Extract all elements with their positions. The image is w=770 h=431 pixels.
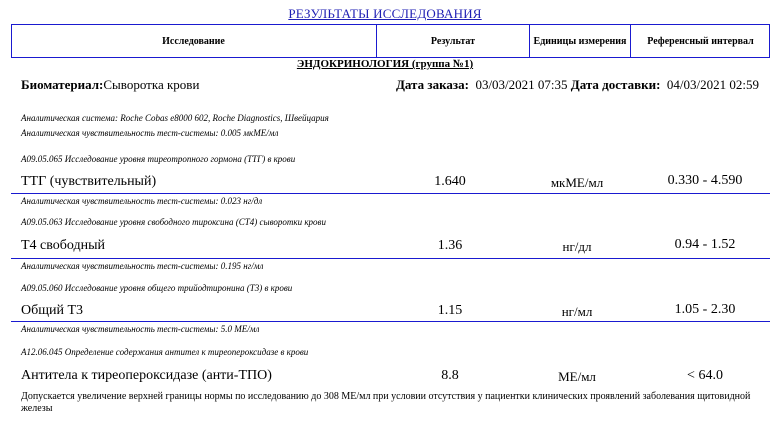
biomaterial [21, 77, 199, 93]
test-result: 8.8 [441, 368, 459, 383]
order-date-value: 03/03/2021 07:35 [475, 77, 568, 92]
test-name: Т4 свободный [21, 238, 106, 253]
test-result: 1.640 [434, 174, 466, 189]
biomaterial-label: Биоматериал: [21, 77, 104, 92]
row-separator [11, 193, 770, 194]
test-result: 1.36 [437, 238, 463, 253]
test-code: A09.05.063 Исследование уровня свободного тироксина (СТ4) сыворотки крови [21, 217, 326, 227]
test-name: ТТГ (чувствительный) [21, 174, 157, 189]
test-code: A09.05.065 Исследование уровня тиреотропного гормона (ТТГ) в крови [21, 154, 296, 164]
test-sensitivity: Аналитическая чувствительность тест-системы: 0.005 мкМЕ/мл [21, 128, 279, 138]
test-name: Антитела к тиреопероксидазе (анти-ТПО) [21, 368, 272, 383]
test-code: A12.06.045 Определение содержания антител к тиреопероксидазе в крови [21, 347, 309, 357]
biomaterial-value: Сыворотка крови [103, 77, 200, 92]
analytic-system: Аналитическая система: Roche Cobas e8000 602, Roche Diagnostics, Швейцария [21, 113, 329, 123]
dates [396, 77, 759, 93]
delivery-date-label: Дата доставки: [570, 77, 661, 92]
test-name: Общий Т3 [21, 303, 84, 318]
table-header [11, 24, 770, 58]
footnote: Допускается увеличение верхней границы нормы по исследованию до 308 МЕ/мл при условии отсутствия у пациентки клинических проявлений заболевания щитовидной железы [21, 391, 751, 414]
test-reference: 1.05 - 2.30 [674, 302, 736, 317]
header-study: Исследование [162, 35, 225, 47]
test-reference: 0.330 - 4.590 [667, 173, 743, 188]
row-separator [11, 321, 770, 322]
test-unit: мкМЕ/мл [550, 175, 604, 190]
group-title: ЭНДОКРИНОЛОГИЯ (группа №1) [296, 58, 474, 70]
test-code: A09.05.060 Исследование уровня общего трийодтиронина (Т3) в крови [21, 283, 293, 293]
order-date-label: Дата заказа: [395, 77, 469, 92]
test-reference: < 64.0 [687, 368, 723, 383]
test-unit: нг/мл [561, 304, 593, 319]
test-sensitivity: Аналитическая чувствительность тест-системы: 5.0 МЕ/мл [21, 324, 260, 334]
test-reference: 0.94 - 1.52 [674, 237, 736, 252]
test-sensitivity: Аналитическая чувствительность тест-системы: 0.023 нг/дл [21, 196, 263, 206]
header-result: Результат [430, 35, 476, 47]
header-units: Единицы измерения [533, 35, 627, 47]
header-reference: Референсный интервал [647, 35, 754, 47]
test-unit: МЕ/мл [558, 369, 596, 384]
delivery-date-value: 04/03/2021 02:59 [666, 77, 759, 92]
row-separator [11, 258, 770, 259]
test-sensitivity: Аналитическая чувствительность тест-системы: 0.195 нг/мл [21, 261, 264, 271]
test-result: 1.15 [437, 303, 463, 318]
test-unit: нг/дл [562, 239, 592, 254]
report-title: РЕЗУЛЬТАТЫ ИССЛЕДОВАНИЯ [288, 6, 482, 21]
